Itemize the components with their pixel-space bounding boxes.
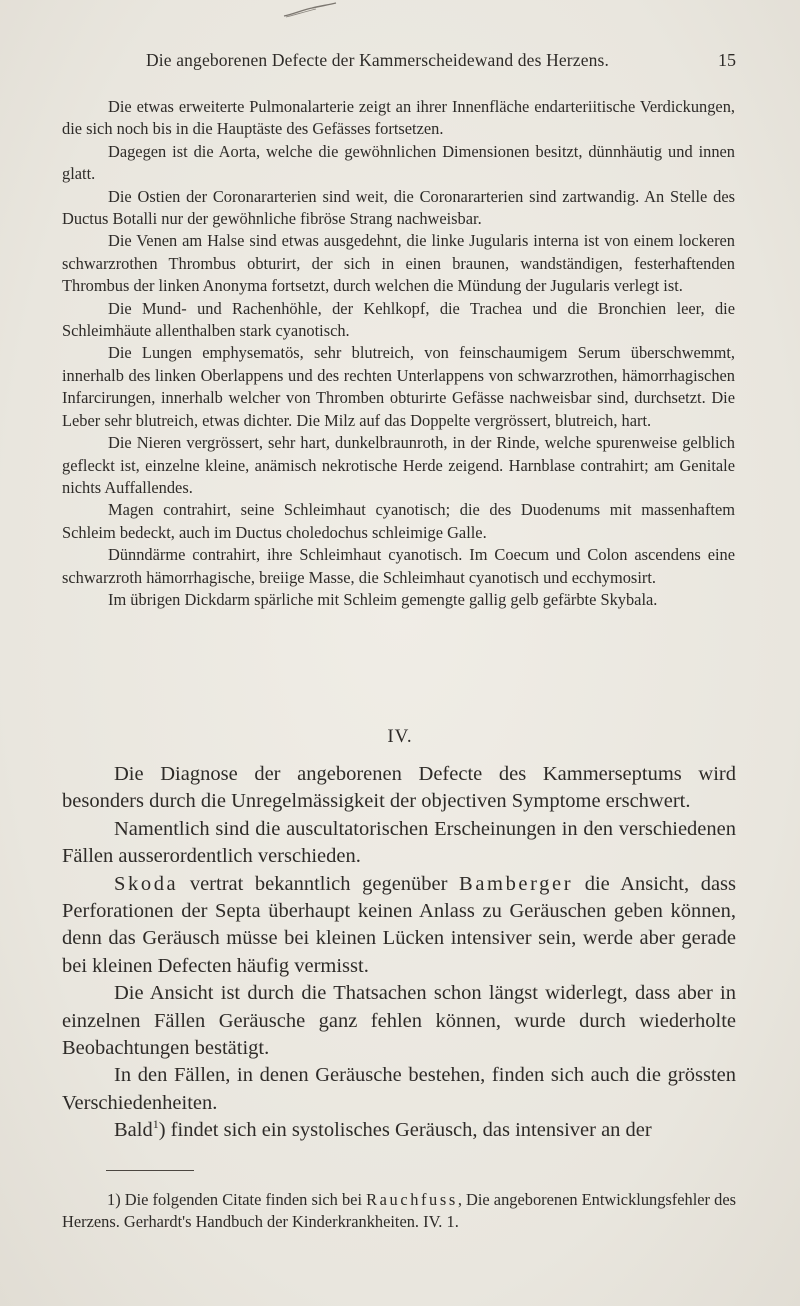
paragraph-venen: Die Venen am Halse sind etwas ausgedehnt, die linke Jugularis interna ist von einem lockeren schwarzrothen Thrombus obturirt, der sich in einen braunen, wandständigen, festerhaftenden Thrombus der linken Anonyma fortsetzt, durch welchen die Mündung der Jugularis verlegt ist. [62, 231, 735, 296]
paragraph-nieren: Die Nieren vergrössert, sehr hart, dunkelbraunroth, in der Rinde, welche spurenweise gelblich gefleckt ist, einzelne kleine, anämisch nekrotische Herde zeigend. Harnblase contrahirt; am Genitale nichts Auffallendes. [62, 433, 735, 497]
paragraph-bald [62, 1117, 736, 1144]
author-name-skoda: Skoda [114, 872, 179, 895]
text-fragment: , Die angeborenen Entwicklungsfehler des Herzens. Gerhardt's Handbuch der Kinderkrankheiten. IV. 1. [62, 1190, 736, 1232]
footnote-separator [106, 1170, 194, 1171]
text-fragment: vertrat bekanntlich gegenüber [178, 872, 460, 895]
text-fragment: die Ansicht, dass Perforationen der Septa überhaupt keinen Anlass zu Geräuschen geben können, denn das Geräusch müsse bei kleinen Lücken intensiver sein, werde aber gerade bei kleinen Defecten häufig vermisst. [62, 872, 736, 977]
paragraph-ansicht: Die Ansicht ist durch die Thatsachen schon längst widerlegt, dass aber in einzelnen Fällen Geräusche ganz fehlen können, wurde durch wiederholte Beobachtungen bestätigt. [62, 982, 736, 1060]
author-name-bamberger: Bamberger [459, 872, 574, 895]
author-name-rauchfuss: Rauchfuss [366, 1190, 458, 1209]
text-fragment: Bald [114, 1119, 153, 1142]
footnote-marker: 1 [152, 1117, 159, 1132]
section-body [62, 761, 736, 1145]
paragraph-skoda [62, 871, 736, 981]
running-title: Die angeborenen Defecte der Kammerscheidewand des Herzens. [146, 50, 609, 70]
footnote-text [62, 1189, 736, 1234]
page-number: 15 [718, 50, 736, 70]
paragraph-lungen: Die Lungen emphysematös, sehr blutreich, von feinschaumigem Serum überschwemmt, innerhalb des linken Oberlappens und des rechten Unterlappens von schwarzrothen, hämorrhagischen Infarcirungen, innerhalb welcher von Thromben obturirte Gefässe nachweisbar sind, durchsetzt. Die Leber sehr blutreich, etwas dichter. Die Milz auf das Doppelte vergrössert, blutreich, hart. [62, 343, 735, 430]
paragraph-mundhoehle: Die Mund- und Rachenhöhle, der Kehlkopf, die Trachea und die Bronchien leer, die Schleimhäute allenthalben stark cyanotisch. [62, 298, 735, 341]
paragraph-pulmonalarterie: Die etwas erweiterte Pulmonalarterie zeigt an ihrer Innenfläche endarteriitische Verdickungen, die sich noch bis in die Hauptäste des Gefässes fortsetzen. [62, 97, 735, 139]
text-fragment: 1) Die folgenden Citate finden sich bei [107, 1190, 367, 1209]
paragraph-duenndaerme: Dünndärme contrahirt, ihre Schleimhaut cyanotisch. Im Coecum und Colon ascendens eine schwarzroth hämorrhagische, breiige Masse, die Schleimhaut cyanotisch und ecchymosirt. [62, 545, 735, 587]
text-fragment: ) findet sich ein systolisches Geräusch, das intensiver an der [158, 1119, 652, 1142]
paragraph-diagnose: Die Diagnose der angeborenen Defecte des Kammerseptums wird besonders durch die Unregelmässigkeit der objectiven Symptome erschwert. [62, 763, 736, 813]
paragraph-dickdarm: Im übrigen Dickdarm spärliche mit Schleim gemengte gallig gelb gefärbte Skybala. [108, 589, 658, 609]
running-head [60, 50, 736, 76]
paragraph-aorta: Dagegen ist die Aorta, welche die gewöhnlichen Dimensionen besitzt, dünnhäutig und innen glatt. [62, 141, 735, 184]
paragraph-magen: Magen contrahirt, seine Schleimhaut cyanotisch; die des Duodenums mit massenhaftem Schleim bedeckt, auch im Ductus choledochus schleimige Galle. [62, 500, 735, 542]
footnote [62, 1189, 736, 1234]
case-report-text [62, 96, 735, 611]
paragraph-coronararterien: Die Ostien der Coronararterien sind weit, die Coronararterien sind zartwandig. An Stelle des Ductus Botalli nur der gewöhnliche fibröse Strang nachweisbar. [62, 186, 735, 229]
ink-scratch-mark [282, 2, 338, 18]
section-heading: IV. [387, 726, 413, 747]
paragraph-auscultation: Namentlich sind die auscultatorischen Erscheinungen in den verschiedenen Fällen ausserordentlich verschieden. [62, 817, 736, 868]
paragraph-faelle: In den Fällen, in denen Geräusche bestehen, finden sich auch die grössten Verschiedenheiten. [62, 1064, 736, 1114]
